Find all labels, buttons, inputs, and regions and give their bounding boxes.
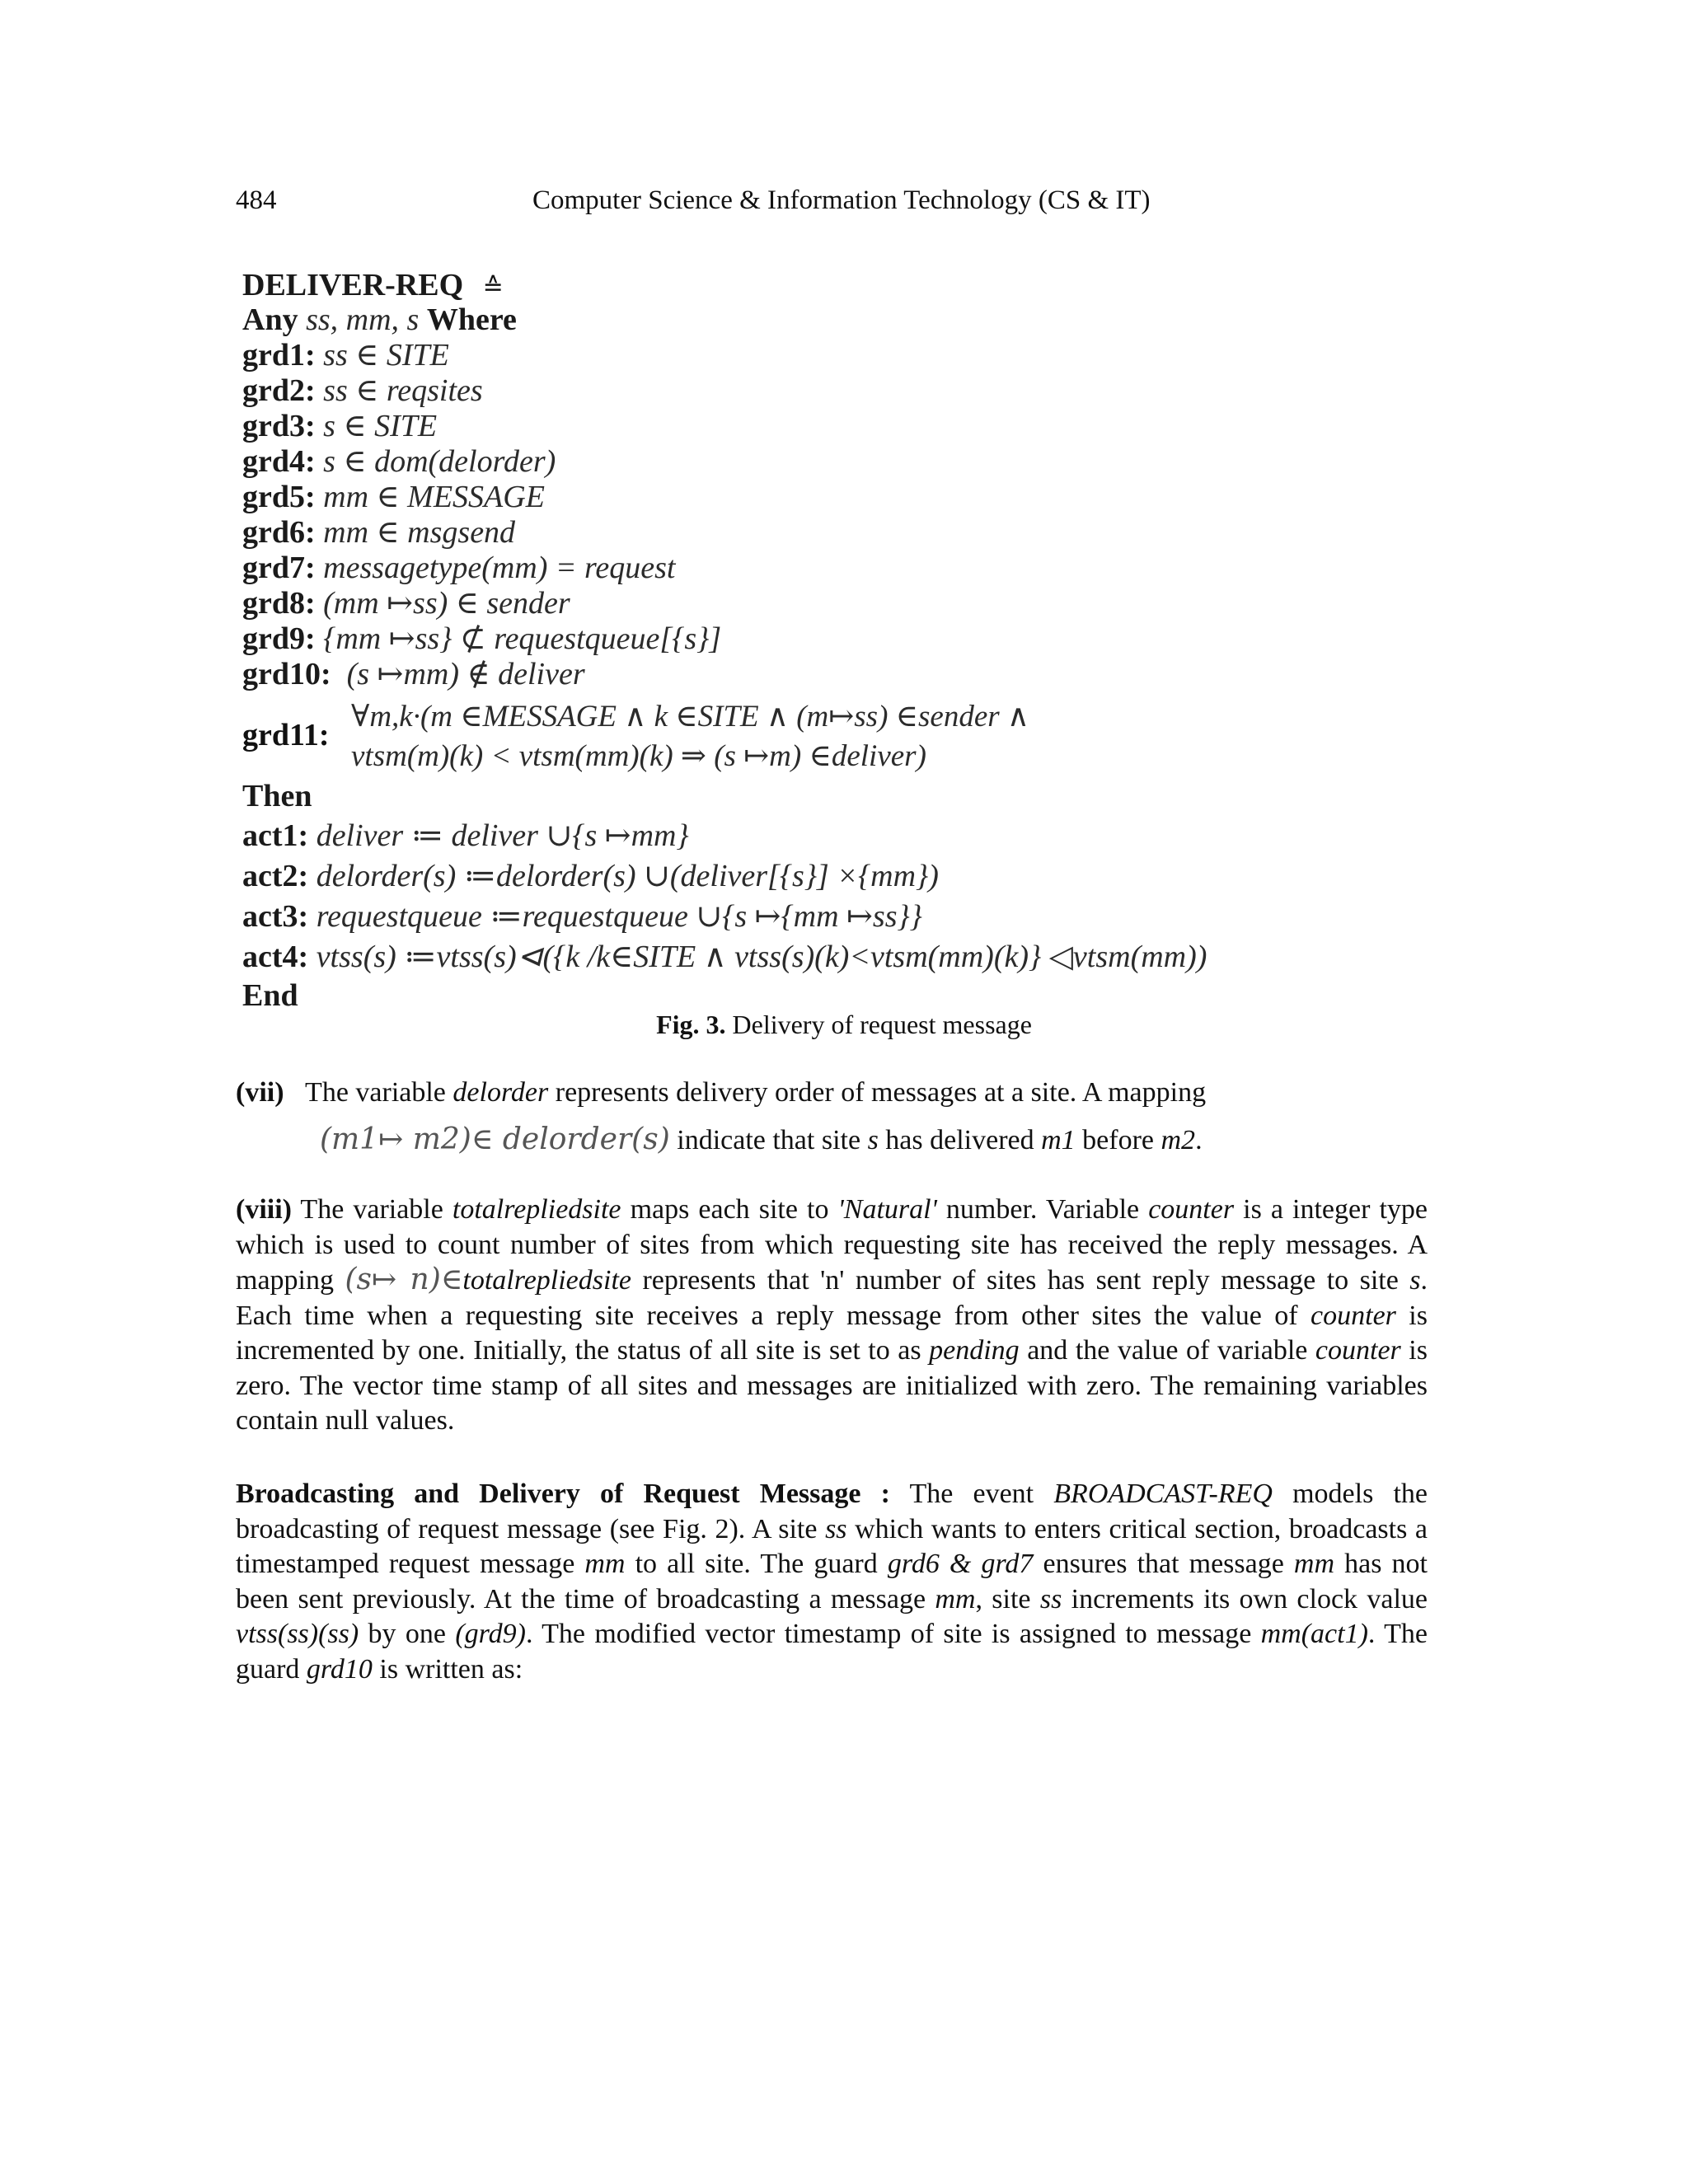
- text-run: by one: [359, 1619, 456, 1649]
- guard-line: [242, 373, 483, 408]
- text-run: . The guard: [236, 1619, 1428, 1685]
- variable-name: grd10: [306, 1653, 373, 1685]
- text-run: indicate that site: [669, 1125, 868, 1155]
- paragraph-broadcast: [236, 1477, 1428, 1687]
- guard-expr: mm ∈ MESSAGE: [323, 480, 545, 514]
- variable-name: counter: [1148, 1194, 1235, 1225]
- action-expr: vtss(s) ≔vtss(s)⊲({k /k∈SITE ∧ vtss(s)(k)<vtsm(mm)(k)} ◁vtsm(mm)): [316, 940, 1207, 974]
- guard-line: [242, 657, 585, 691]
- guard-line: [242, 586, 570, 621]
- variable-name: BROADCAST-REQ: [1053, 1479, 1273, 1509]
- action-expr: delorder(s) ≔delorder(s) ∪(deliver[{s}] ×{mm}): [316, 859, 939, 893]
- variable-name: ss: [825, 1513, 847, 1544]
- guard-expr: ss ∈ reqsites: [323, 373, 483, 408]
- text-run: number. Variable: [936, 1194, 1149, 1225]
- text-run: represents that 'n' number of sites has sent reply message to site: [631, 1265, 1410, 1296]
- guard-expr: mm ∈ msgsend: [323, 515, 516, 550]
- guard-label: grd3:: [242, 409, 316, 443]
- action-label: act2:: [242, 859, 309, 893]
- any-keyword: Any: [242, 302, 298, 337]
- variable-name: delorder: [452, 1077, 549, 1108]
- guard-label: grd10:: [242, 657, 331, 691]
- any-params: ss, mm, s: [306, 302, 420, 337]
- action-line: [242, 940, 1207, 974]
- guard-line: [242, 515, 515, 550]
- text-run: maps each site to: [621, 1194, 838, 1225]
- variable-name: mm: [584, 1549, 626, 1579]
- event-name: DELIVER-REQ: [242, 268, 464, 302]
- variable-name: s: [1409, 1265, 1421, 1296]
- text-run: to all site. The guard: [625, 1549, 888, 1579]
- caption-label: Fig. 3.: [656, 1010, 726, 1039]
- guard-line: [242, 551, 676, 585]
- text-run: is zero. The vector time stamp of all sites and messages are initialized with zero. The remaining variables contain null values.: [236, 1335, 1428, 1436]
- item-label: (viii): [236, 1194, 292, 1225]
- event-b-figure: [242, 268, 1256, 1013]
- action-line: [242, 859, 939, 893]
- figure-caption: [0, 1010, 1688, 1040]
- text-run: . Each time when a requesting site receives a reply message from other sites the value of: [236, 1265, 1428, 1331]
- guard-line: [242, 444, 556, 479]
- text-run: represents delivery order of messages at a site. A mapping: [548, 1077, 1207, 1108]
- grd11-label: grd11:: [242, 718, 330, 752]
- text-run: The variable: [305, 1077, 453, 1108]
- variable-name: m2: [1160, 1125, 1196, 1155]
- guard-label: grd9:: [242, 621, 316, 656]
- variable-name: totalrepliedsite: [452, 1194, 621, 1225]
- section-heading: Broadcasting and Delivery of Request Message :: [236, 1479, 890, 1509]
- variable-name: mm: [935, 1583, 976, 1615]
- variable-name: 'Natural': [837, 1194, 937, 1225]
- text-run: is incremented by one. Initially, the status of all site is set to as: [236, 1300, 1428, 1366]
- guard-expr: messagetype(mm) = request: [323, 551, 676, 585]
- variable-name: m1: [1041, 1125, 1076, 1155]
- guard-label: grd8:: [242, 586, 316, 621]
- guard-label: grd6:: [242, 515, 316, 550]
- action-label: act4:: [242, 940, 309, 974]
- guard-label: grd7:: [242, 551, 316, 585]
- any-line: [242, 302, 517, 337]
- where-keyword: Where: [426, 302, 517, 337]
- text-run: models the broadcasting of request message (see Fig. 2). A site: [236, 1479, 1428, 1544]
- grd11-line-2: vtsm(m)(k) < vtsm(mm)(k) ⇒ (s ↦m) ∈deliver): [351, 739, 926, 773]
- variable-name: totalrepliedsite: [462, 1265, 631, 1296]
- text-run: . The modified vector timestamp of site is assigned to message: [525, 1619, 1261, 1649]
- variable-name: mm: [1293, 1549, 1335, 1579]
- text-run: before: [1075, 1125, 1161, 1155]
- text-run: has delivered: [878, 1125, 1042, 1155]
- then-keyword: [242, 779, 312, 813]
- text-run: increments its own clock value: [1062, 1583, 1428, 1615]
- text-run: which wants to enters critical section, broadcasts a timestamped request message: [236, 1513, 1428, 1579]
- text-run: ensures that message: [1033, 1549, 1294, 1579]
- text-run: The event: [889, 1479, 1054, 1509]
- text-run: is written as:: [372, 1653, 523, 1685]
- text-run: The variable: [291, 1194, 452, 1225]
- page-number: 484: [236, 185, 277, 215]
- variable-name: counter: [1315, 1335, 1401, 1366]
- guard-line: [242, 480, 545, 514]
- guard-expr: s ∈ dom(delorder): [323, 444, 556, 479]
- text-run: , site: [975, 1583, 1040, 1615]
- definition-symbol: ≙: [482, 274, 504, 301]
- guard-expr: ss ∈ SITE: [323, 338, 449, 373]
- end-keyword: [242, 978, 298, 1013]
- guard-label: grd1:: [242, 338, 316, 373]
- event-title-line: [242, 268, 504, 305]
- variable-name: mm(act1): [1260, 1619, 1368, 1649]
- action-line: [242, 818, 689, 853]
- action-expr: deliver ≔ deliver ∪{s ↦mm}: [316, 818, 689, 853]
- guard-label: grd5:: [242, 480, 316, 514]
- guard-line: [242, 409, 437, 443]
- text-run: .: [1195, 1125, 1203, 1155]
- paragraph-vii-cont: [320, 1122, 1391, 1159]
- variable-name: s: [867, 1125, 879, 1155]
- variable-name: (grd9): [455, 1619, 526, 1649]
- guard-line: [242, 621, 721, 656]
- variable-name: counter: [1311, 1300, 1396, 1331]
- running-header: Computer Science & Information Technology (CS & IT): [532, 185, 1151, 215]
- caption-text: Delivery of request message: [732, 1010, 1032, 1039]
- variable-name: vtss(ss)(ss): [236, 1619, 359, 1649]
- action-label: act3:: [242, 899, 309, 934]
- text-run: is a integer type which is used to count number of sites from which requesting site has received the reply messages. A mapping: [236, 1194, 1428, 1296]
- text-run: has not been sent previously. At the time of broadcasting a message: [236, 1549, 1428, 1615]
- guard-expr: (mm ↦ss) ∈ sender: [323, 586, 570, 621]
- action-label: act1:: [242, 818, 309, 853]
- text-run: and the value of variable: [1019, 1335, 1315, 1366]
- variable-name: pending: [929, 1335, 1020, 1366]
- guard-expr: (s ↦mm) ∉ deliver: [346, 657, 585, 691]
- item-label: (vii): [236, 1077, 284, 1108]
- action-expr: requestqueue ≔requestqueue ∪{s ↦{mm ↦ss}}: [316, 899, 922, 934]
- guard-label: grd2:: [242, 373, 316, 408]
- action-line: [242, 899, 922, 934]
- then-keyword-text: Then: [242, 779, 312, 813]
- variable-name: ss: [1039, 1583, 1062, 1615]
- paragraph-viii: [236, 1193, 1428, 1439]
- variable-name: grd6 & grd7: [887, 1549, 1034, 1579]
- mapping-formula: (m1↦ m2)∈ delorder(s): [320, 1122, 670, 1156]
- end-keyword-text: End: [242, 978, 298, 1013]
- guard-expr: s ∈ SITE: [323, 409, 438, 443]
- grd11-line-1: ∀m,k·(m ∈MESSAGE ∧ k ∈SITE ∧ (m↦ss) ∈sender ∧: [351, 700, 1029, 733]
- paragraph-vii: [236, 1076, 1428, 1111]
- guard-label: grd4:: [242, 444, 316, 479]
- guard-line: [242, 338, 449, 373]
- mapping-formula: (s↦ n)∈: [345, 1263, 463, 1296]
- guard-expr: {mm ↦ss} ⊄ requestqueue[{s}]: [323, 621, 722, 656]
